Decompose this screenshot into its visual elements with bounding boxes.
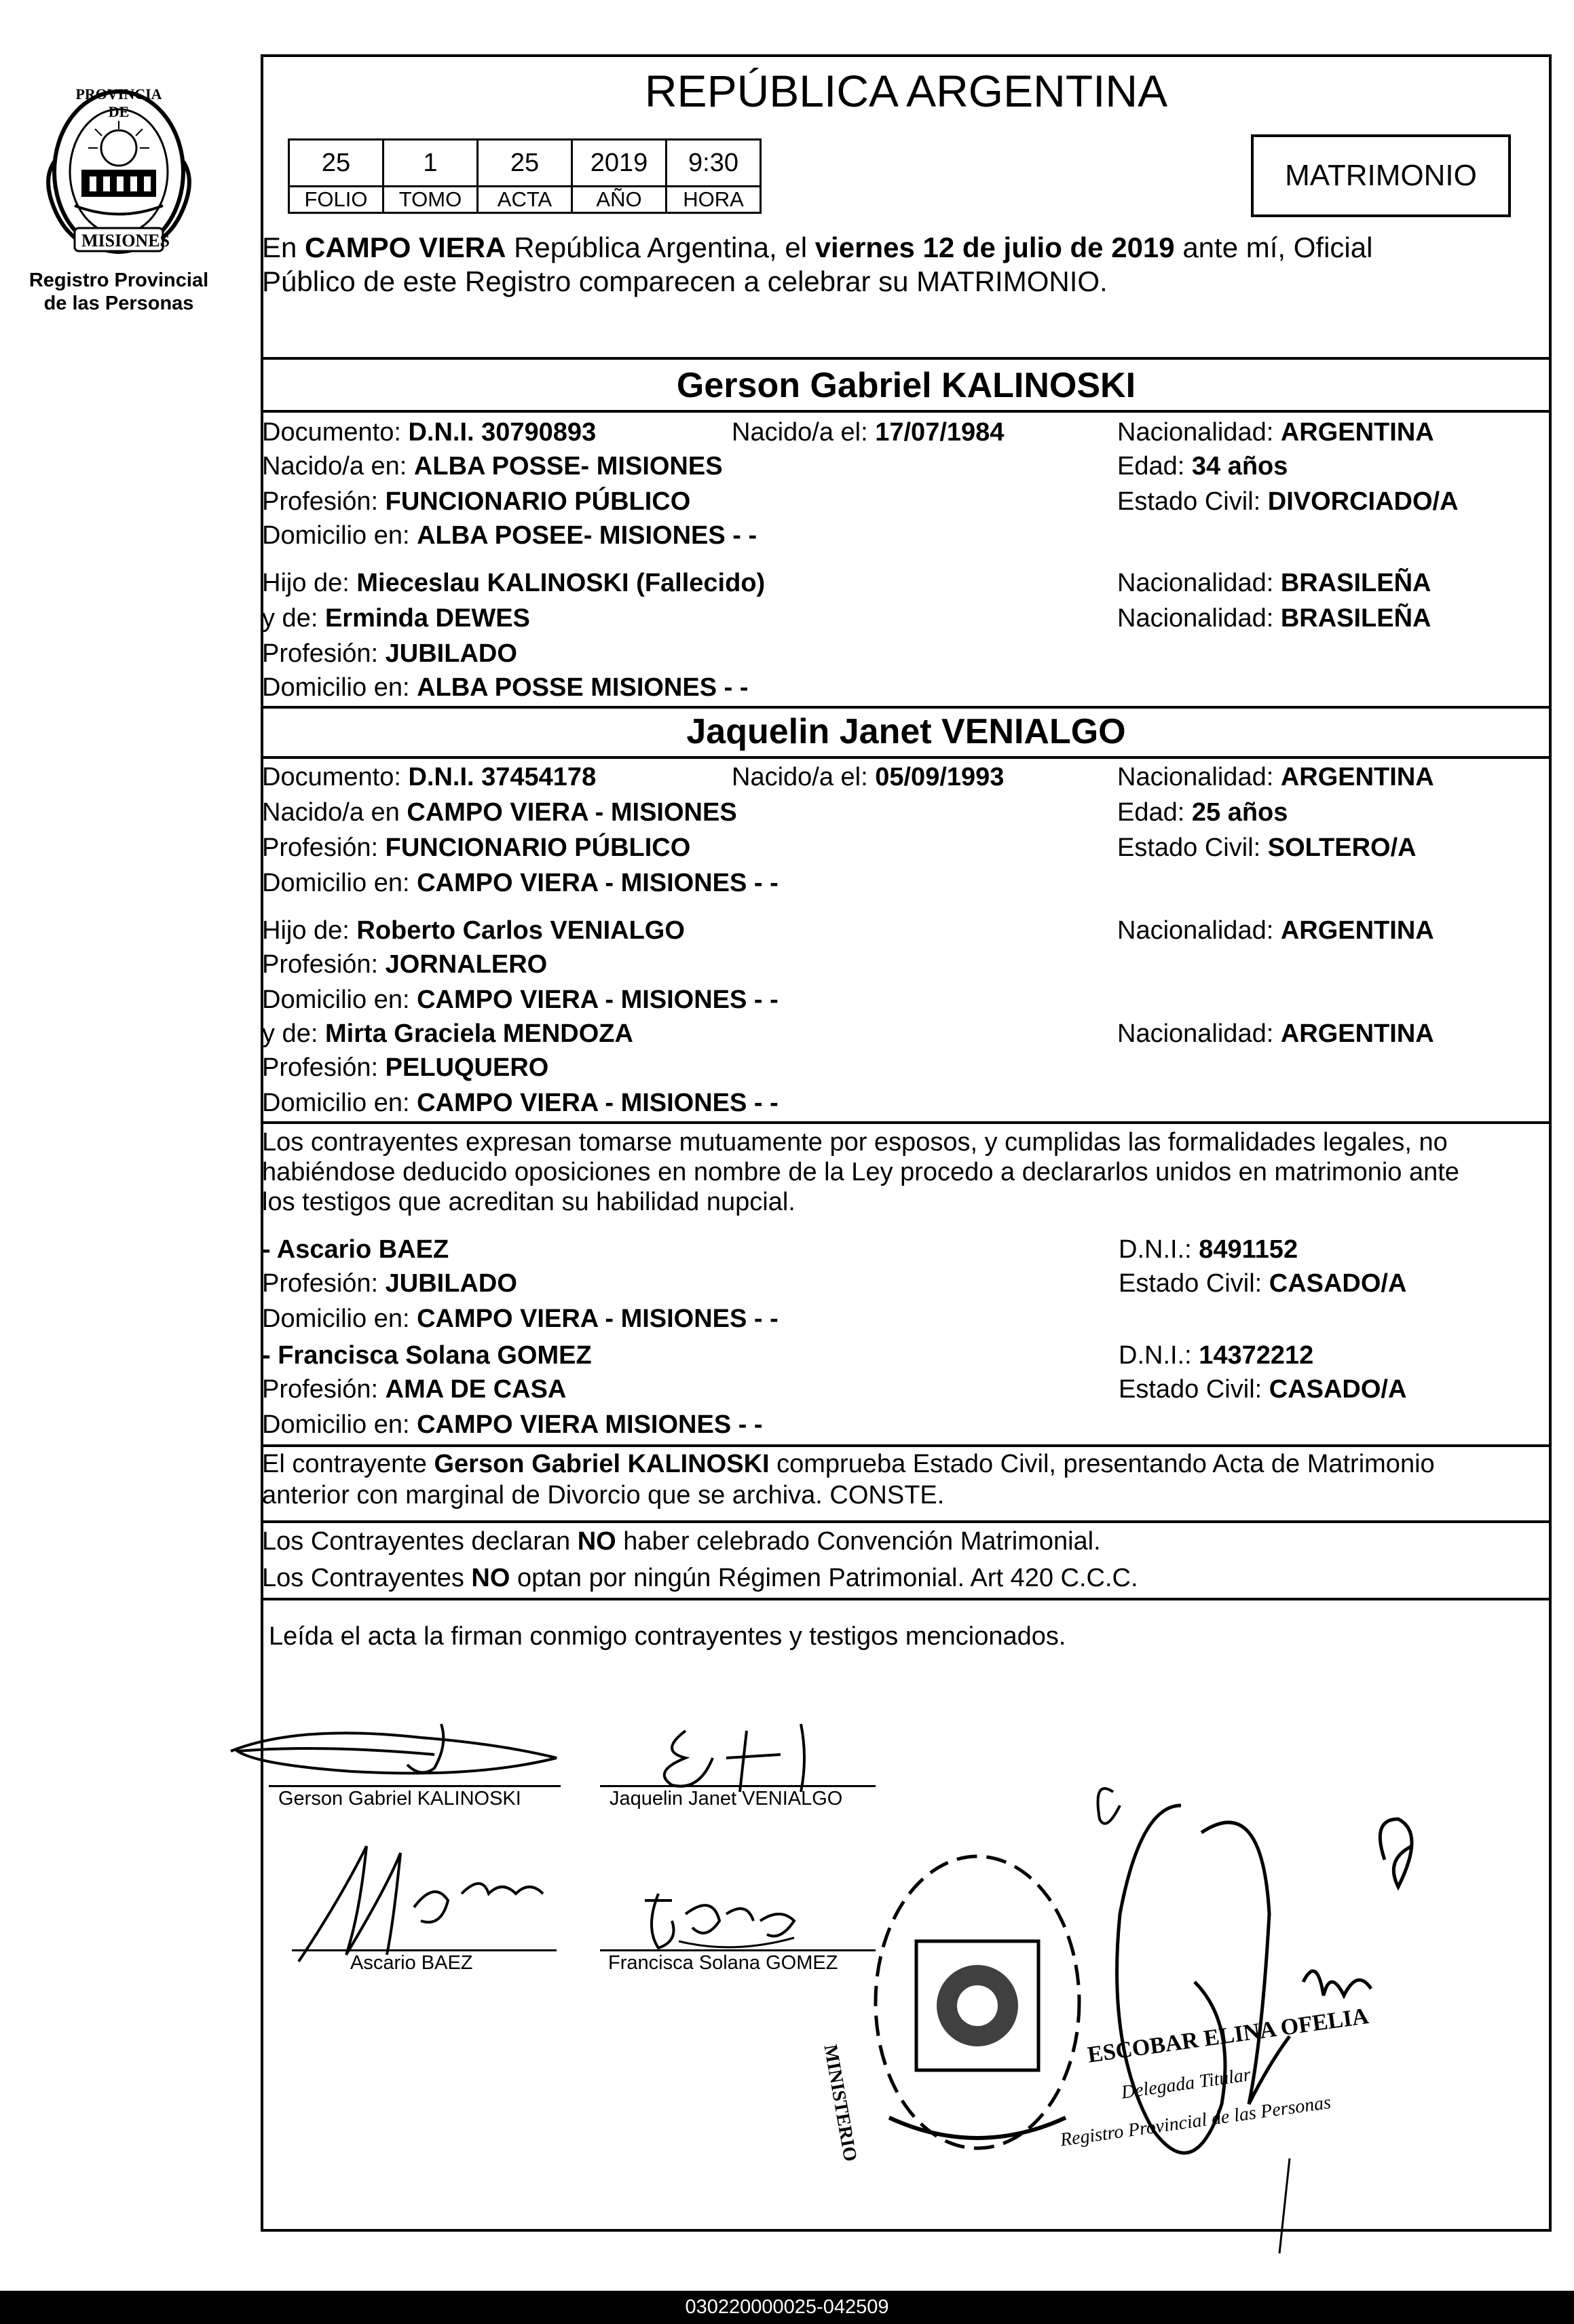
- registration-reference-table: [288, 138, 762, 214]
- field-label: Domicilio en:: [262, 869, 417, 897]
- hour-value: 9:30: [667, 140, 761, 187]
- field-value: ARGENTINA: [1280, 916, 1434, 945]
- field-label: Los Contrayentes: [262, 1564, 472, 1592]
- field-label: Domicilio en:: [262, 673, 417, 702]
- footer-barcode-number: 030220000025-042509: [0, 2291, 1574, 2324]
- divider-regime-end: [261, 1598, 1552, 1600]
- field-label: Nacionalidad:: [1117, 569, 1281, 597]
- declaration-line-1: Los contrayentes expresan tomarse mutuamente por esposos, y cumplidas las formalidades legales, no: [262, 1128, 1448, 1157]
- field-value: ARGENTINA: [1280, 418, 1434, 447]
- groom-signature-label: Gerson Gabriel KALINOSKI: [278, 1788, 521, 1810]
- groom-parent-address: [262, 672, 749, 703]
- divider-bride-name: [261, 756, 1552, 759]
- field-label: D.N.I.:: [1119, 1341, 1199, 1370]
- bride-signature-label: Jaquelin Janet VENIALGO: [610, 1788, 843, 1810]
- tomo-label: TOMO: [383, 187, 478, 213]
- divider-bride-end: [261, 1121, 1552, 1124]
- field-label: Nacionalidad:: [1117, 763, 1281, 791]
- field-label: Domicilio en:: [262, 1089, 417, 1117]
- field-label: Domicilio en:: [262, 521, 417, 550]
- field-label: D.N.I.:: [1119, 1235, 1199, 1264]
- logo-seal-bottom-text: MISIONES: [81, 231, 170, 250]
- closing-statement: Leída el acta la firman conmigo contrayentes y testigos mencionados.: [269, 1622, 1066, 1651]
- field-label: Estado Civil:: [1119, 1269, 1269, 1298]
- field-label: Profesión:: [262, 1269, 386, 1298]
- field-label: comprueba Estado Civil, presentando Acta de Matrimonio: [769, 1450, 1435, 1478]
- groom-parent-profession: [262, 638, 517, 669]
- bride-birthdate: [732, 762, 1004, 793]
- witness-2-handwritten-signature: [631, 1880, 808, 1962]
- regime-statement: [262, 1562, 1138, 1594]
- field-value: 17/07/1984: [875, 418, 1005, 447]
- field-value: CAMPO VIERA MISIONES - -: [417, 1410, 763, 1439]
- groom-address: [262, 520, 757, 551]
- groom-handwritten-signature: [217, 1704, 570, 1792]
- bride-mother: [262, 1018, 633, 1049]
- logo-caption: [7, 269, 231, 315]
- civil-status-note-line-2: anterior con marginal de Divorcio que se archiva. CONSTE.: [262, 1481, 945, 1510]
- hour-label: HORA: [667, 187, 761, 213]
- field-value: Roberto Carlos VENIALGO: [356, 916, 685, 945]
- acta-value: 25: [478, 140, 572, 187]
- field-label: Estado Civil:: [1119, 1375, 1269, 1404]
- bride-profession: [262, 832, 690, 863]
- field-value: CAMPO VIERA - MISIONES: [407, 798, 737, 827]
- field-label: Documento:: [262, 418, 409, 447]
- field-value: JUBILADO: [385, 639, 517, 668]
- logo-caption-line2: de las Personas: [43, 293, 194, 314]
- field-label: Edad:: [1117, 798, 1192, 827]
- groom-birthdate: [732, 417, 1004, 448]
- field-value: Mieceslau KALINOSKI (Fallecido): [356, 569, 766, 597]
- witness-2-signature-label: Francisca Solana GOMEZ: [608, 1952, 838, 1974]
- field-label: Profesión:: [262, 487, 386, 516]
- field-value: Erminda DEWES: [324, 604, 530, 633]
- folio-label: FOLIO: [289, 187, 383, 213]
- field-label: Nacido/a en:: [262, 452, 414, 481]
- groom-age: [1117, 451, 1288, 482]
- field-value: CAMPO VIERA - MISIONES - -: [417, 1089, 779, 1117]
- field-value: NO: [471, 1564, 510, 1592]
- witness-1-handwritten-signature: [285, 1833, 570, 1968]
- intro-line-1: [262, 232, 1372, 263]
- field-label: Edad:: [1117, 452, 1192, 481]
- groom-civil-status: [1117, 486, 1459, 517]
- witness-2-dni: [1119, 1340, 1313, 1371]
- field-value: Gerson Gabriel KALINOSKI: [434, 1450, 770, 1478]
- declaration-line-2: habiéndose deducido oposiciones en nombre de la Ley procedo a declararlos unidos en matrimonio ante: [262, 1158, 1459, 1186]
- field-label: y de:: [262, 604, 325, 633]
- intro-text: República Argentina, el: [506, 231, 815, 263]
- intro-place: CAMPO VIERA: [305, 231, 506, 263]
- logo-seal-top-text: PROVINCIA DE: [75, 86, 162, 120]
- field-label: Hijo de:: [262, 569, 357, 597]
- witness-1-address: [262, 1303, 779, 1334]
- field-value: BRASILEÑA: [1280, 569, 1431, 597]
- divider-header: [261, 357, 1552, 360]
- intro-text: ante mí, Oficial: [1174, 231, 1373, 263]
- year-value: 2019: [572, 140, 667, 187]
- field-value: 25 años: [1191, 798, 1288, 827]
- divider-note-end: [261, 1520, 1552, 1523]
- intro-line-2: Público de este Registro comparecen a celebrar su MATRIMONIO.: [262, 265, 1108, 297]
- ministry-seal-text: MINISTERIO: [819, 2043, 861, 2164]
- field-value: 8491152: [1199, 1235, 1298, 1264]
- field-value: JORNALERO: [385, 950, 548, 979]
- field-value: PELUQUERO: [385, 1053, 549, 1082]
- field-label: Nacido/a el:: [732, 763, 876, 791]
- bride-birthplace: [262, 797, 737, 828]
- field-label: Hijo de:: [262, 916, 357, 945]
- field-label: Estado Civil:: [1117, 487, 1268, 516]
- field-label: Estado Civil:: [1117, 833, 1268, 862]
- field-value: D.N.I. 37454178: [408, 763, 597, 791]
- field-value: 34 años: [1191, 452, 1288, 481]
- field-value: CAMPO VIERA - MISIONES - -: [417, 869, 779, 897]
- field-label: Domicilio en:: [262, 1305, 417, 1333]
- bride-mother-address: [262, 1087, 779, 1119]
- groom-profession: [262, 486, 690, 517]
- bride-civil-status: [1117, 832, 1417, 863]
- intro-text: En: [262, 231, 305, 263]
- convention-statement: [262, 1526, 1101, 1557]
- witness-2-profession: [262, 1374, 566, 1405]
- groom-mother-nationality: [1117, 603, 1431, 634]
- field-label: Documento:: [262, 763, 409, 791]
- groom-birthplace: [262, 451, 723, 482]
- field-label: haber celebrado Convención Matrimonial.: [616, 1527, 1101, 1556]
- tomo-value: 1: [383, 140, 478, 187]
- field-label: Profesión:: [262, 1053, 386, 1082]
- year-label: AÑO: [572, 187, 667, 213]
- field-label: Domicilio en:: [262, 1410, 417, 1439]
- acta-label: ACTA: [478, 187, 572, 213]
- bride-father-profession: [262, 949, 547, 980]
- field-label: El contrayente: [262, 1450, 434, 1478]
- witness-1-name: - Ascario BAEZ: [262, 1235, 449, 1264]
- bride-father: [262, 915, 685, 946]
- field-value: 14372212: [1199, 1341, 1314, 1370]
- field-value: CAMPO VIERA - MISIONES - -: [417, 986, 779, 1014]
- official-stamp-name: ESCOBAR ELINA OFELIA: [1086, 2003, 1370, 2068]
- field-value: ARGENTINA: [1280, 763, 1434, 791]
- field-value: FUNCIONARIO PÚBLICO: [385, 487, 691, 516]
- civil-status-note-line-1: [262, 1448, 1435, 1480]
- field-label: Los Contrayentes declaran: [262, 1527, 578, 1556]
- bride-nationality: [1117, 762, 1434, 793]
- field-value: SOLTERO/A: [1267, 833, 1417, 862]
- groom-father: [262, 567, 765, 599]
- field-value: ALBA POSSE MISIONES - -: [417, 673, 749, 702]
- field-value: CAMPO VIERA - MISIONES - -: [417, 1305, 779, 1333]
- field-value: Mirta Graciela MENDOZA: [324, 1019, 633, 1048]
- bride-mother-profession: [262, 1052, 548, 1083]
- field-value: 05/09/1993: [875, 763, 1005, 791]
- field-value: JUBILADO: [385, 1269, 517, 1298]
- field-value: ALBA POSSE- MISIONES: [413, 452, 723, 481]
- divider-groom-end: [261, 706, 1552, 709]
- field-value: ALBA POSEE- MISIONES - -: [417, 521, 757, 550]
- official-stamp-role: Delegada Titular: [1120, 2064, 1252, 2103]
- field-label: Nacionalidad:: [1117, 418, 1281, 447]
- witness-2-address: [262, 1409, 763, 1440]
- declaration-line-3: los testigos que acreditan su habilidad nupcial.: [262, 1188, 795, 1216]
- witness-2-civil-status: [1119, 1374, 1406, 1405]
- witness-1-profession: [262, 1268, 517, 1299]
- groom-document: [262, 417, 596, 448]
- groom-mother: [262, 603, 530, 634]
- groom-name-heading: Gerson Gabriel KALINOSKI: [676, 366, 1136, 405]
- field-label: Nacido/a en: [262, 798, 407, 827]
- divider-groom-name: [261, 410, 1552, 413]
- field-value: ARGENTINA: [1280, 1019, 1434, 1048]
- bride-address: [262, 867, 779, 899]
- logo-caption-line1: Registro Provincial: [29, 269, 209, 291]
- witness-1-dni: [1119, 1234, 1298, 1265]
- field-value: FUNCIONARIO PÚBLICO: [385, 833, 691, 862]
- field-label: Profesión:: [262, 833, 386, 862]
- witness-1-civil-status: [1119, 1268, 1406, 1299]
- divider-witness-end: [261, 1444, 1552, 1447]
- document-type-box: MATRIMONIO: [1251, 134, 1511, 217]
- bride-handwritten-signature: [645, 1717, 848, 1799]
- bride-document: [262, 762, 596, 793]
- intro-date: viernes 12 de julio de 2019: [814, 231, 1175, 263]
- field-label: Profesión:: [262, 950, 386, 979]
- groom-nationality: [1117, 417, 1434, 448]
- field-label: Profesión:: [262, 1375, 386, 1404]
- bride-father-nationality: [1117, 915, 1434, 946]
- country-title: REPÚBLICA ARGENTINA: [644, 66, 1168, 116]
- field-value: DIVORCIADO/A: [1267, 487, 1459, 516]
- field-value: CASADO/A: [1269, 1269, 1407, 1298]
- bride-age: [1117, 797, 1288, 828]
- field-value: NO: [577, 1527, 616, 1556]
- witness-2-name: - Francisca Solana GOMEZ: [262, 1341, 592, 1370]
- official-handwritten-signature: [1045, 1778, 1480, 2253]
- field-label: Nacionalidad:: [1117, 604, 1281, 633]
- field-label: Nacido/a el:: [732, 418, 876, 447]
- bride-name-heading: Jaquelin Janet VENIALGO: [686, 712, 1126, 751]
- field-label: y de:: [262, 1019, 325, 1048]
- groom-father-nationality: [1117, 567, 1431, 599]
- field-label: Nacionalidad:: [1117, 916, 1281, 945]
- field-label: Nacionalidad:: [1117, 1019, 1281, 1048]
- field-label: Profesión:: [262, 639, 386, 668]
- field-value: BRASILEÑA: [1280, 604, 1431, 633]
- field-value: D.N.I. 30790893: [408, 418, 597, 447]
- field-label: Domicilio en:: [262, 986, 417, 1014]
- official-stamp-organization: Registro Provincial de las Personas: [1059, 2092, 1332, 2151]
- witness-1-signature-label: Ascario BAEZ: [350, 1952, 473, 1974]
- bride-mother-nationality: [1117, 1018, 1434, 1049]
- field-value: AMA DE CASA: [385, 1375, 567, 1404]
- field-value: CASADO/A: [1269, 1375, 1407, 1404]
- folio-value: 25: [289, 140, 383, 187]
- bride-father-address: [262, 984, 779, 1015]
- field-label: optan por ningún Régimen Patrimonial. Art 420 C.C.C.: [510, 1564, 1138, 1592]
